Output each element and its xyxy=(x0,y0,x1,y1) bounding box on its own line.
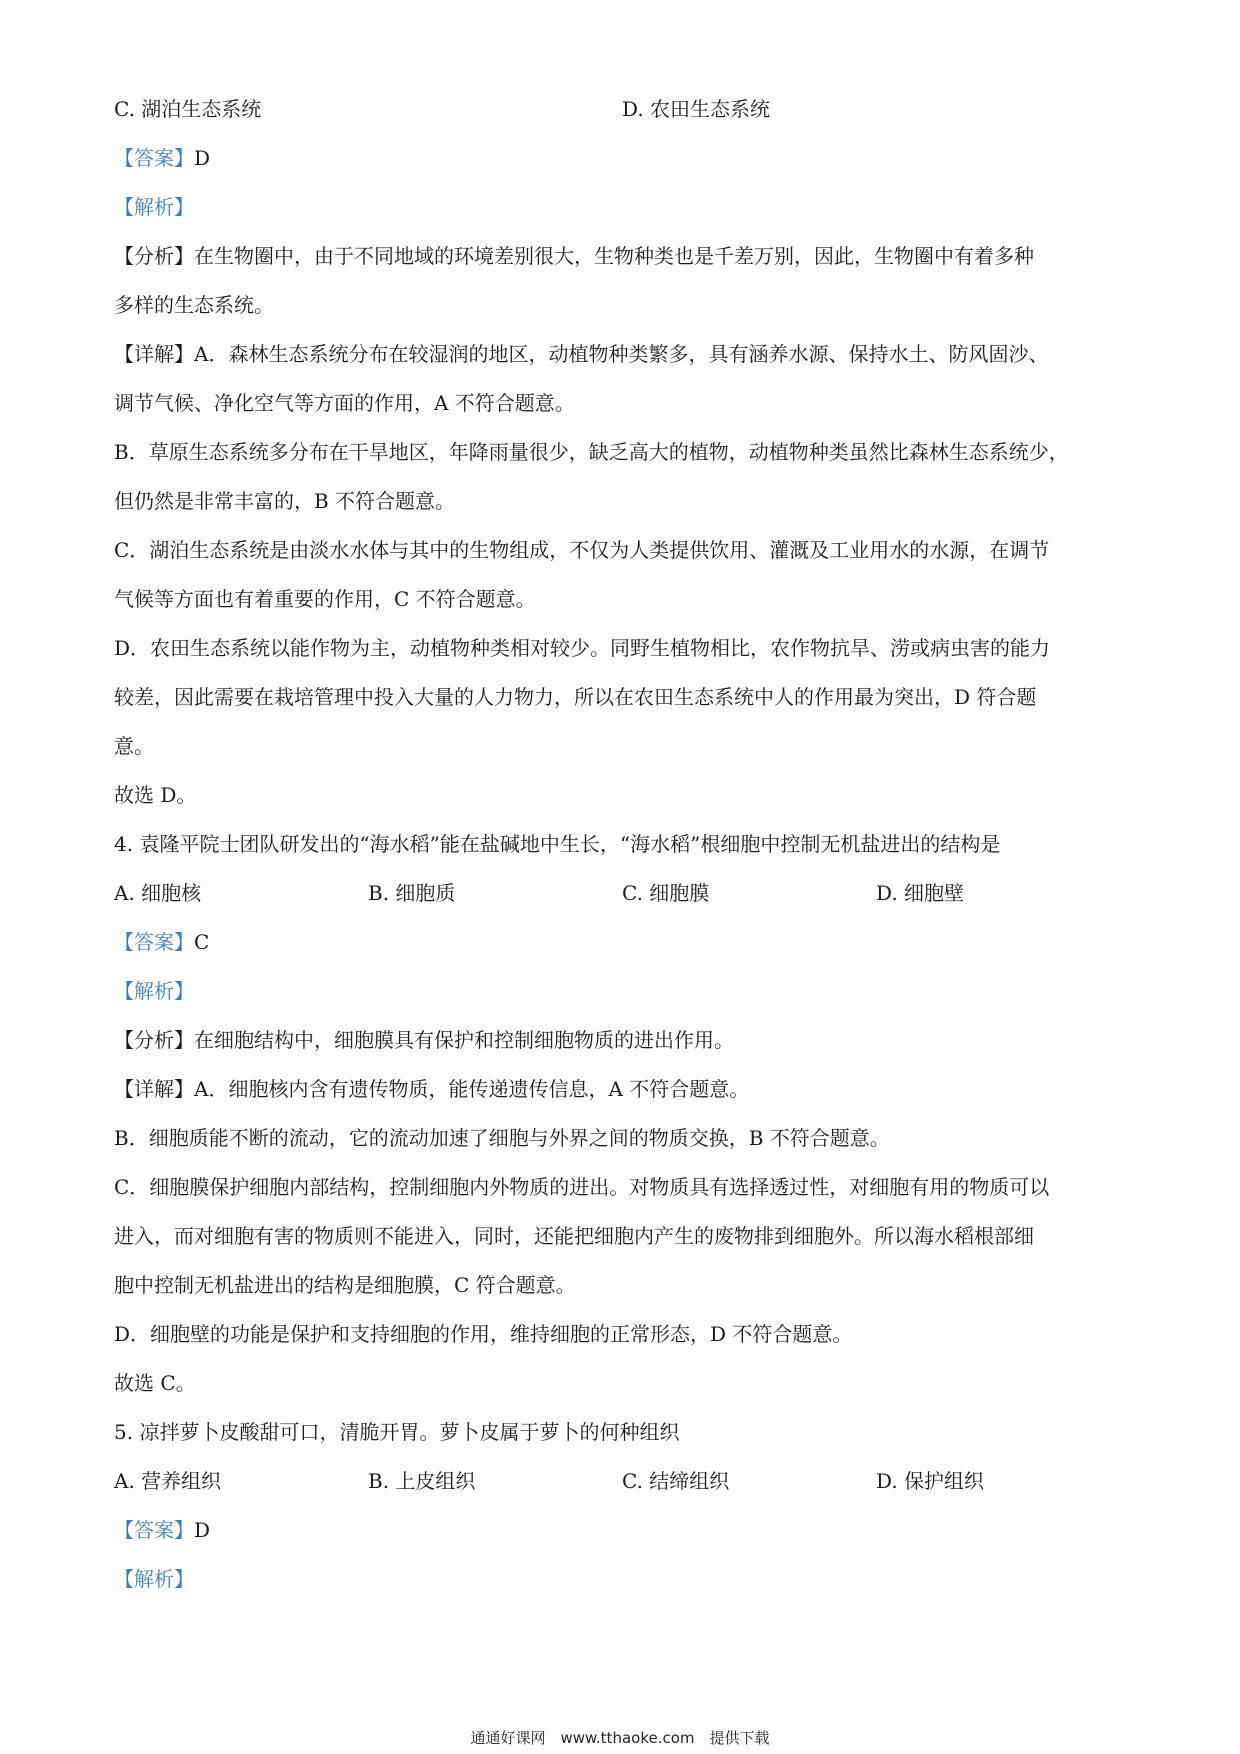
q3-xiangjie-line-2: 调节气候、净化空气等方面的作用，A 不符合题意。 xyxy=(114,391,575,415)
q3-d-line-3: 意。 xyxy=(114,734,154,758)
q4-fenxi-text: 在细胞结构中，细胞膜具有保护和控制细胞物质的进出作用。 xyxy=(194,1028,734,1052)
q4-option-b: B. 细胞质 xyxy=(368,881,456,905)
q5-option-b: B. 上皮组织 xyxy=(368,1469,476,1493)
q3-analysis-heading xyxy=(114,192,1134,222)
q3-answer-value: D xyxy=(194,146,211,170)
q3-d-line-1: D．农田生态系统以能作物为主，动植物种类相对较少。同野生植物相比，农作物抗旱、涝或病虫害的能力 xyxy=(114,636,1051,660)
q4-xiangjie-text: A．细胞核内含有遗传物质，能传递遗传信息，A 不符合题意。 xyxy=(194,1077,750,1101)
q5-option-a: A. 营养组织 xyxy=(114,1469,222,1493)
q3-fenxi-text-1: 在生物圈中，由于不同地域的环境差别很大，生物种类也是千差万别，因此，生物圈中有着多种 xyxy=(194,244,1034,268)
q3-answer xyxy=(114,143,1134,173)
q5-stem: 5. 凉拌萝卜皮酸甜可口，清脆开胃。萝卜皮属于萝卜的何种组织 xyxy=(114,1420,680,1444)
q4-c-line-1: C．细胞膜保护细胞内部结构，控制细胞内外物质的进出。对物质具有选择透过性，对细胞有用的物质可以 xyxy=(114,1175,1050,1199)
analysis-tag: 【解析】 xyxy=(114,979,194,1003)
q3-xiangjie-line-1 xyxy=(114,339,1134,369)
answer-tag: 【答案】 xyxy=(114,930,194,954)
q3-xiangjie-text-1: A．森林生态系统分布在较湿润的地区，动植物种类繁多，具有涵养水源、保持水土、防风固沙、 xyxy=(194,342,1049,366)
answer-tag: 【答案】 xyxy=(114,1518,194,1542)
q4-analysis-heading xyxy=(114,976,1134,1006)
q5-option-c: C. 结缔组织 xyxy=(622,1469,730,1493)
q5-option-d: D. 保护组织 xyxy=(876,1469,985,1493)
q3-conclusion: 故选 D。 xyxy=(114,783,197,807)
fenxi-tag: 【分析】 xyxy=(114,1028,194,1052)
q3-option-c: C. 湖泊生态系统 xyxy=(114,97,262,121)
q3-option-d: D. 农田生态系统 xyxy=(622,97,771,121)
q4-d: D．细胞壁的功能是保护和支持细胞的作用，维持细胞的正常形态，D 不符合题意。 xyxy=(114,1322,853,1346)
q5-answer-value: D xyxy=(194,1518,211,1542)
q4-b: B．细胞质能不断的流动，它的流动加速了细胞与外界之间的物质交换，B 不符合题意。 xyxy=(114,1126,890,1150)
q4-answer-value: C xyxy=(194,930,210,954)
xiangjie-tag: 【详解】 xyxy=(114,1077,194,1101)
q4-answer xyxy=(114,927,1134,957)
q4-conclusion: 故选 C。 xyxy=(114,1371,196,1395)
q3-b-line-1: B．草原生态系统多分布在干旱地区，年降雨量很少，缺乏高大的植物，动植物种类虽然比森林生态系统少， xyxy=(114,440,1069,464)
q5-answer xyxy=(114,1515,1134,1545)
q4-fenxi xyxy=(114,1025,1134,1055)
q4-option-c: C. 细胞膜 xyxy=(622,881,710,905)
q4-xiangjie xyxy=(114,1074,1134,1104)
q3-fenxi-line-2: 多样的生态系统。 xyxy=(114,293,274,317)
q3-d-line-2: 较差，因此需要在栽培管理中投入大量的人力物力，所以在农田生态系统中人的作用最为突出，D 符合题 xyxy=(114,685,1037,709)
xiangjie-tag: 【详解】 xyxy=(114,342,194,366)
q3-b-line-2: 但仍然是非常丰富的，B 不符合题意。 xyxy=(114,489,456,513)
analysis-tag: 【解析】 xyxy=(114,1567,194,1591)
q5-analysis-heading xyxy=(114,1564,1134,1594)
q4-c-line-3: 胞中控制无机盐进出的结构是细胞膜，C 符合题意。 xyxy=(114,1273,576,1297)
analysis-tag: 【解析】 xyxy=(114,195,194,219)
answer-tag: 【答案】 xyxy=(114,146,194,170)
q4-option-a: A. 细胞核 xyxy=(114,881,202,905)
q3-c-line-2: 气候等方面也有着重要的作用，C 不符合题意。 xyxy=(114,587,536,611)
q4-stem: 4. 袁隆平院士团队研发出的“海水稻”能在盐碱地中生长，“海水稻”根细胞中控制无机盐进出的结构是 xyxy=(114,832,1001,856)
page-footer: 通通好课网 www.tthaoke.com 提供下载 xyxy=(470,1729,770,1747)
fenxi-tag: 【分析】 xyxy=(114,244,194,268)
q4-option-d: D. 细胞壁 xyxy=(876,881,965,905)
q3-c-line-1: C．湖泊生态系统是由淡水水体与其中的生物组成，不仅为人类提供饮用、灌溉及工业用水的水源，在调节 xyxy=(114,538,1050,562)
q3-fenxi-line-1 xyxy=(114,241,1134,271)
q4-c-line-2: 进入，而对细胞有害的物质则不能进入，同时，还能把细胞内产生的废物排到细胞外。所以海水稻根部细 xyxy=(114,1224,1034,1248)
